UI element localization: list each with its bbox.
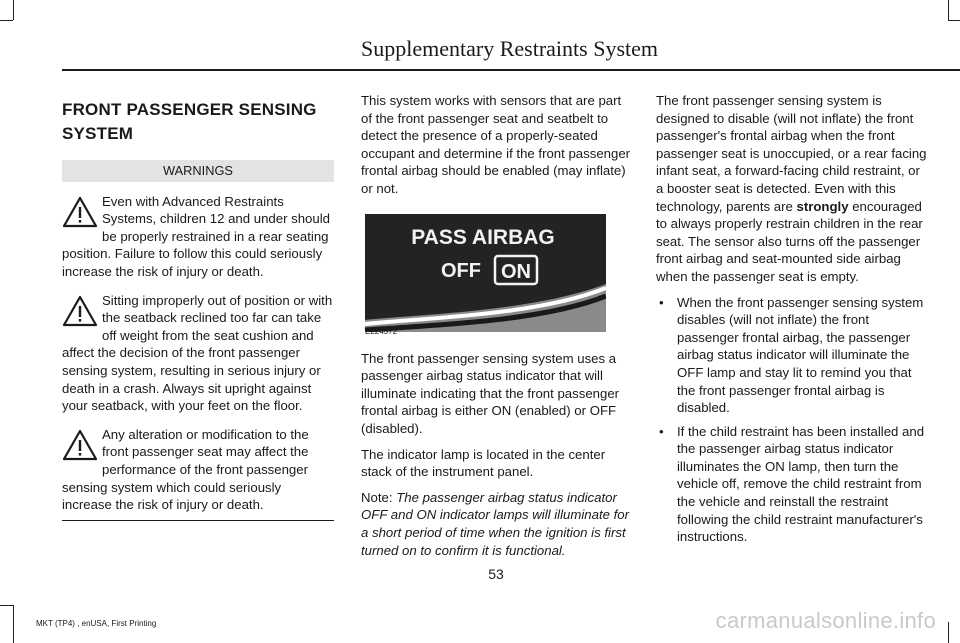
bullet-icon: • [659, 423, 664, 439]
warning-text: Sitting improperly out of position or with the seatback reclined too far can take off weight from the seat cushion and affect the decision of the front passenger sensing system, resulting in serious injury or death in a crash. Always sit upright against your seatback, with your feet on the floor. [62, 292, 333, 414]
list-item-text: If the child restraint has been installed and the passenger airbag status indicator illuminates the ON lamp, then turn the vehicle off, remove the child restraint from the vehicle and reinstall the restraint following the child restraint manufacturer's instructions. [677, 423, 925, 545]
crop-mark [13, 0, 14, 20]
warnings-header: WARNINGS [62, 160, 334, 182]
column-right [656, 92, 928, 552]
crop-mark [0, 605, 13, 606]
warning-item [62, 426, 334, 514]
airbag-indicator-figure [361, 208, 606, 338]
note-text: The passenger airbag status indicator OFF and ON indicator lamps will illuminate for a short period of time when the ignition is first turned on to confirm it is functional. [361, 489, 629, 558]
bullet-list [656, 294, 928, 546]
intro-paragraph: This system works with sensors that are part of the front passenger seat and seatbelt to detect the presence of a properly-seated occupant and determine if the front passenger frontal airbag should be enabled (may inflate) or not. [361, 93, 631, 196]
warnings-end-rule [62, 520, 334, 521]
figure-on-label: ON [501, 260, 531, 283]
header-title: Supplementary Restraints System [361, 36, 658, 61]
watermark: carmanualsonline.info [715, 608, 936, 633]
paragraph-design-part1: The front passenger sensing system is designed to disable (will not inflate) the front passenger's frontal airbag when the front passenger seat is unoccupied, or a rear facing infant seat, a forward-facing child restraint, or a booster seat is detected. Even with this technology, parents are [656, 93, 927, 214]
paragraph-design-part2: encouraged to always properly restrain children in the rear seat. The sensor also turns off the passenger front airbag and seat-mounted side airbag when the passenger seat is empty. [656, 198, 923, 284]
paragraph-design [656, 92, 928, 286]
crop-mark [948, 20, 960, 21]
figure-id: E224572 [365, 326, 398, 336]
header-rule [62, 69, 960, 71]
section-title-line1: FRONT PASSENGER SENSING [62, 100, 317, 119]
warning-triangle-icon [62, 428, 98, 462]
warning-text: Any alteration or modification to the front passenger seat may affect the performance of the front passenger sensing system which could seriously increase the risk of injury or death. [62, 426, 309, 513]
section-title [62, 98, 334, 146]
list-item-text: When the front passenger sensing system disables (will not inflate) the front passenger frontal airbag, the passenger airbag status indicator will illuminate the OFF lamp and stay lit to remind you that the front passenger frontal airbag is disabled. [677, 294, 924, 416]
section-title-line2: SYSTEM [62, 124, 134, 143]
crop-mark [13, 605, 14, 643]
list-item [656, 423, 928, 546]
warning-triangle-icon [62, 195, 98, 229]
page-number: 53 [488, 566, 504, 582]
warning-item [62, 193, 334, 281]
paragraph-indicator: The front passenger sensing system uses a passenger airbag status indicator that will illuminate indicating that the front passenger frontal airbag is either ON (enabled) or OFF (disabled). [361, 350, 620, 436]
crop-mark [948, 622, 949, 643]
figure-line1: PASS AIRBAG [411, 225, 555, 249]
crop-mark [0, 20, 13, 21]
note-label: Note: [361, 489, 393, 505]
warning-text: Even with Advanced Restraints Systems, children 12 and under should be properly restrained in a rear seating position. Failure to follow this could seriously increase the risk of injury or death. [62, 193, 330, 279]
crop-mark [948, 0, 949, 20]
figure-off-label: OFF [441, 259, 481, 282]
warning-triangle-icon [62, 294, 98, 328]
paragraph-location: The indicator lamp is located in the center stack of the instrument panel. [361, 446, 606, 480]
airbag-indicator-illustration [361, 208, 606, 338]
column-left [62, 92, 334, 521]
footer-text: MKT (TP4) , enUSA, First Printing [36, 619, 157, 628]
bullet-icon: • [659, 294, 664, 310]
warning-item [62, 292, 334, 415]
emphasis-strongly: strongly [796, 198, 849, 214]
column-middle [361, 92, 633, 567]
list-item [656, 294, 928, 417]
note-paragraph [361, 489, 633, 559]
